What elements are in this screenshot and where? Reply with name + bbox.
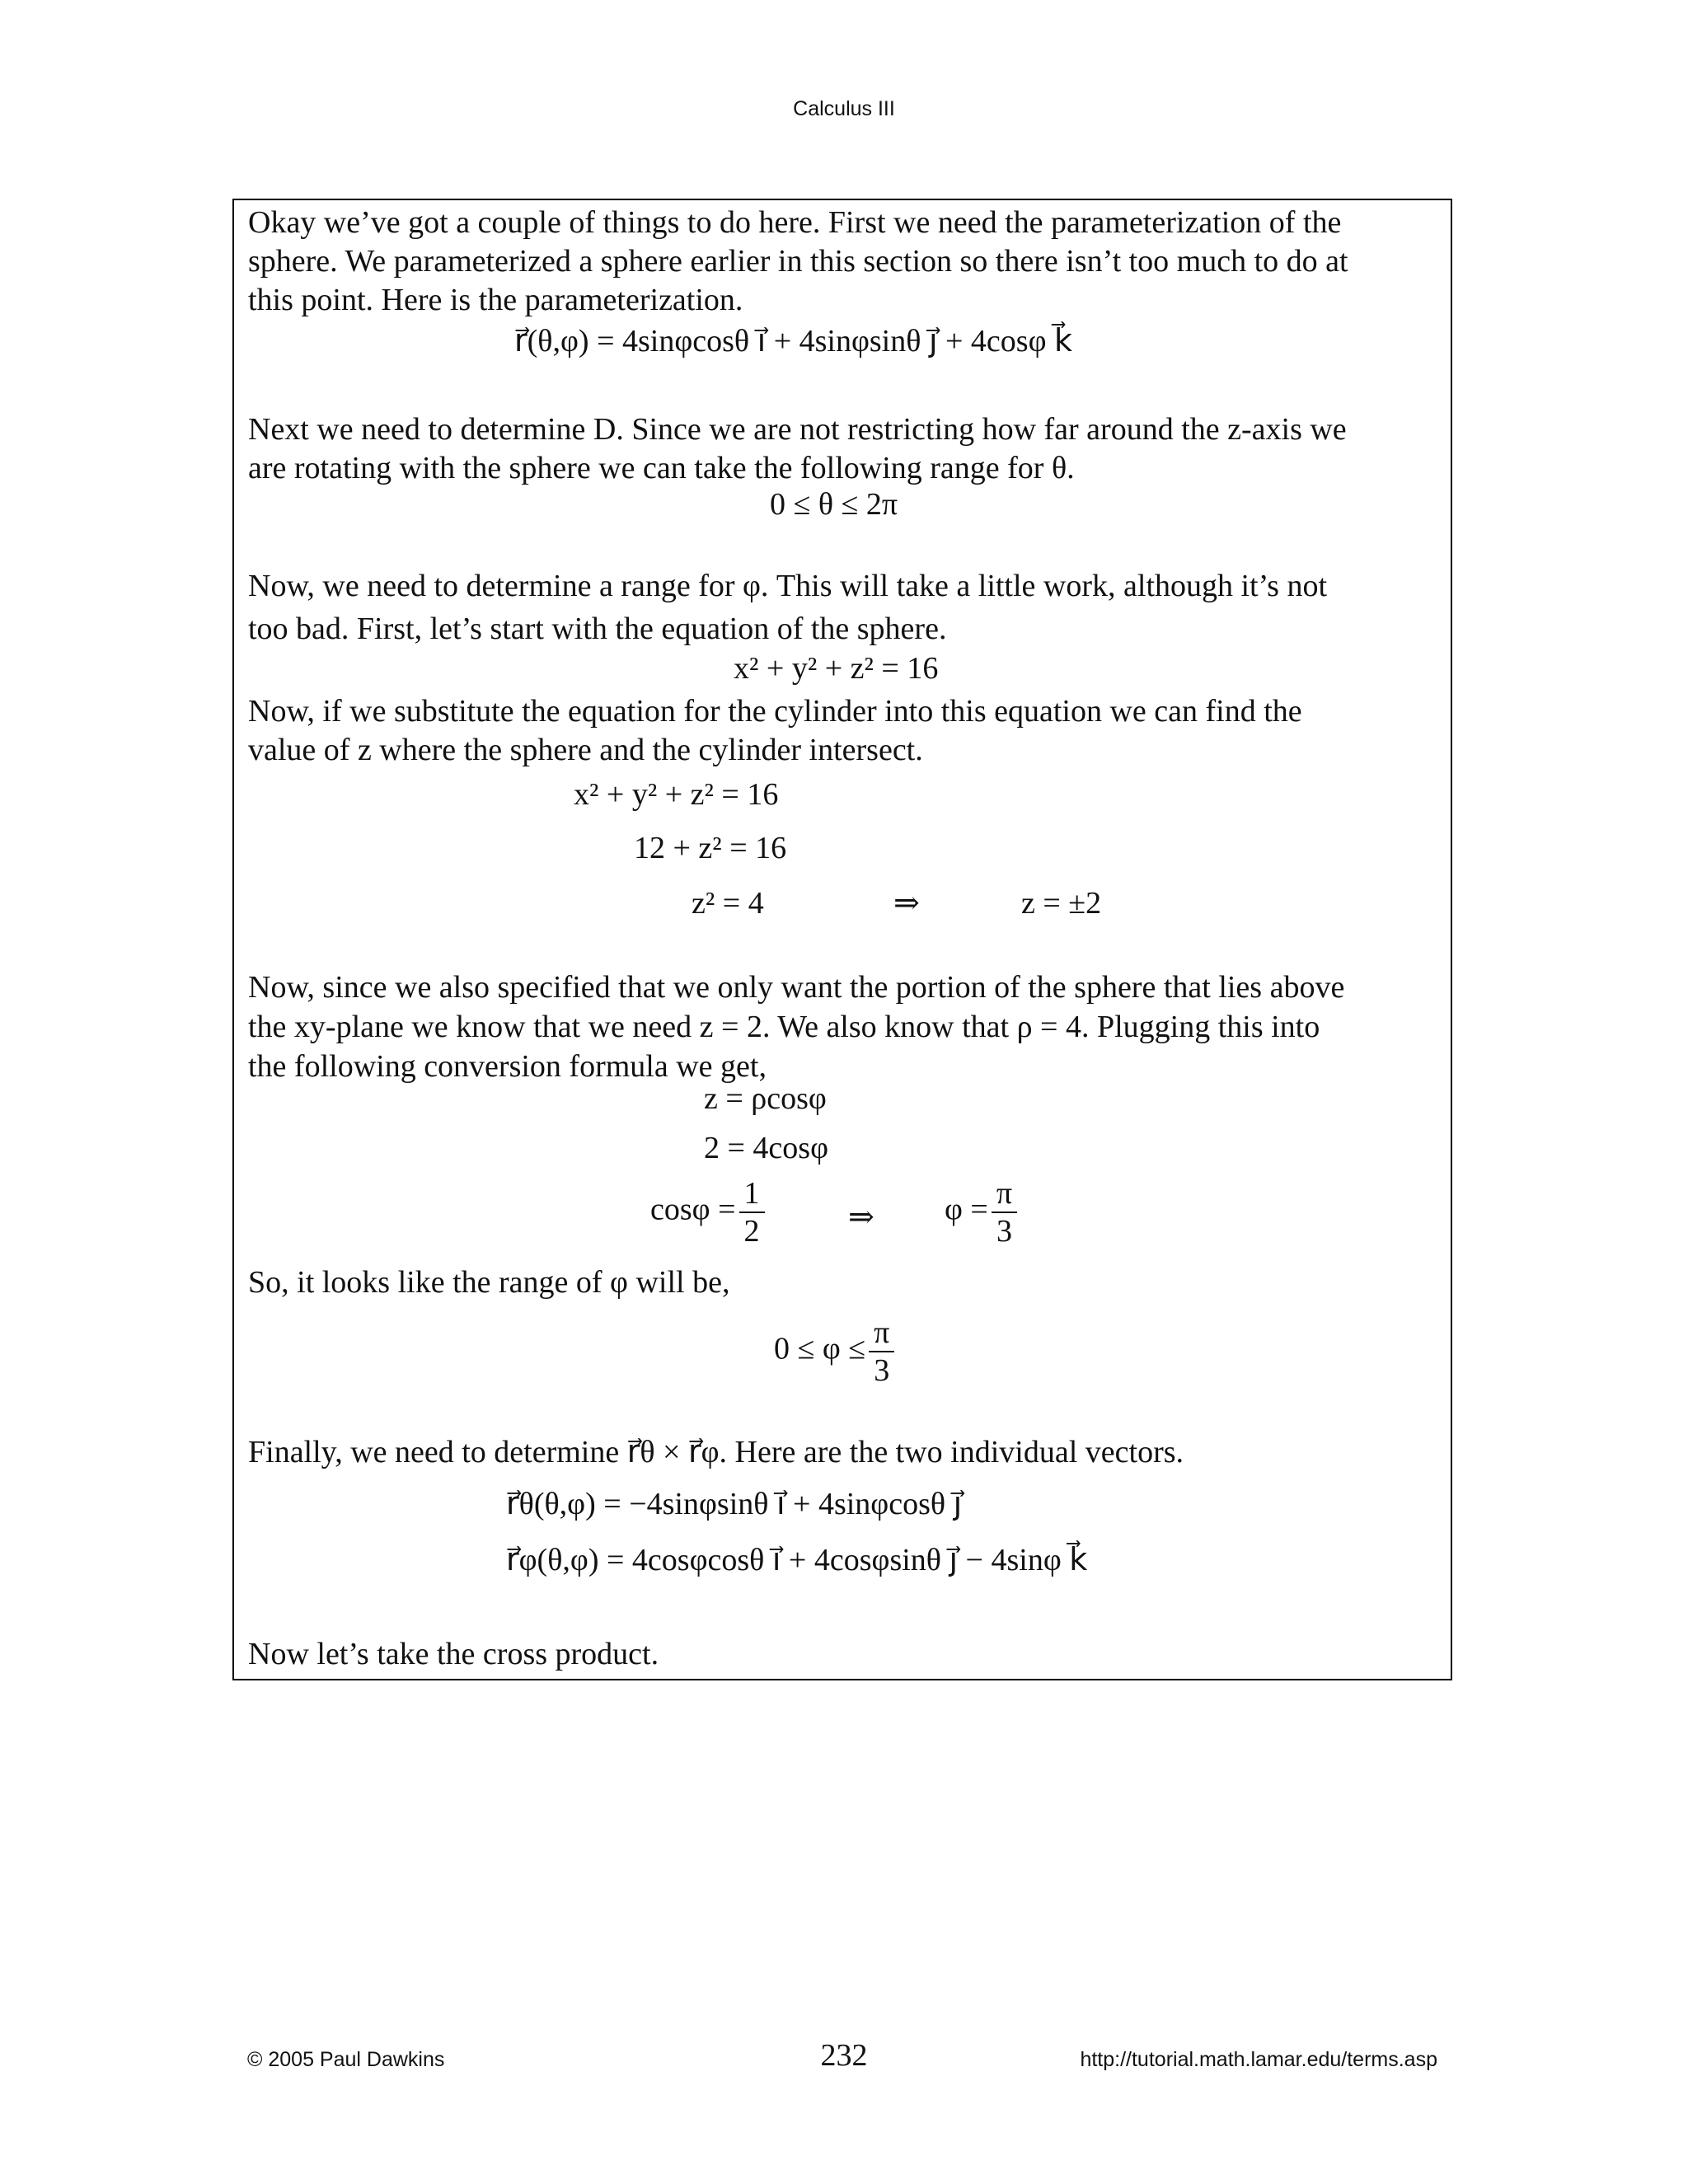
footer-copyright: © 2005 Paul Dawkins — [247, 2048, 445, 2071]
equation-parameterization: r⃗(θ,φ) = 4sinφcosθ i⃗ + 4sinφsinθ j⃗ + 4cosφ k⃗ — [514, 324, 1073, 359]
equation-phi-range — [774, 1315, 898, 1389]
equation-conversion-substituted: 2 = 4cosφ — [704, 1131, 829, 1165]
paragraph-parameterization-intro: Okay we’ve got a couple of things to do here. First we need the parameterization of the sphere. We parameterized a sphere earlier in this section so there isn’t too much to do at this point. Here is the parameterization. — [248, 205, 1348, 317]
paragraph-take-cross-product: Now let’s take the cross product. — [248, 1637, 659, 1671]
implies-symbol: ⇒ — [893, 886, 920, 921]
fraction-denominator: 3 — [874, 1353, 890, 1388]
equation-theta-range: 0 ≤ θ ≤ 2π — [770, 487, 898, 522]
fraction-one-half — [739, 1175, 765, 1249]
equation-r-phi: r⃗φ(θ,φ) = 4cosφcosθ i⃗ + 4cosφsinθ j⃗ − 4sinφ k⃗ — [506, 1543, 1088, 1577]
phi-lhs: φ = — [945, 1192, 988, 1227]
phi-range-lhs: 0 ≤ φ ≤ — [774, 1331, 866, 1366]
equation-sphere-repeat: x² + y² + z² = 16 — [574, 777, 779, 812]
running-header: Calculus III — [793, 97, 895, 120]
fraction-pi-over-three — [992, 1175, 1017, 1249]
example-solution-box — [232, 199, 1452, 1680]
paragraph-phi-range: So, it looks like the range of φ will be, — [248, 1265, 730, 1300]
fraction-denominator: 3 — [996, 1214, 1012, 1249]
equation-sphere: x² + y² + z² = 16 — [734, 651, 939, 686]
fraction-numerator: 1 — [739, 1175, 765, 1213]
paragraph-conversion: Now, since we also specified that we only want the portion of the sphere that lies above the xy-plane we know that we need z = 2. We also know that ρ = 4. Plugging this into the following conversion formula we get, — [248, 970, 1345, 1084]
equation-phi-value — [945, 1175, 1020, 1249]
fraction-pi-over-three-2 — [869, 1315, 894, 1389]
equation-z-value: z = ±2 — [1021, 886, 1102, 921]
implies-symbol-2: ⇒ — [848, 1200, 874, 1235]
fraction-numerator: π — [992, 1175, 1017, 1213]
paragraph-determine-d: Next we need to determine D. Since we are not restricting how far around the z-axis we are rotating with the sphere we can take the following range for θ. — [248, 412, 1347, 485]
paragraph-phi-range-intro: Now, we need to determine a range for φ. This will take a little work, although it’s not too bad. First, let’s start with the equation of the sphere. — [248, 569, 1328, 646]
fraction-numerator: π — [869, 1315, 894, 1352]
equation-z-squared: z² = 4 — [692, 886, 764, 921]
footer-url: http://tutorial.math.lamar.edu/terms.asp — [1080, 2048, 1437, 2071]
fraction-denominator: 2 — [743, 1214, 760, 1249]
page-number: 232 — [820, 2038, 868, 2073]
paragraph-substitute-cylinder: Now, if we substitute the equation for the cylinder into this equation we can find the value of z where the sphere and the cylinder intersect. — [248, 694, 1302, 767]
equation-r-theta: r⃗θ(θ,φ) = −4sinφsinθ i⃗ + 4sinφcosθ j⃗ — [506, 1487, 963, 1521]
paragraph-cross-product-intro: Finally, we need to determine r⃗θ × r⃗φ. Here are the two individual vectors. — [248, 1435, 1184, 1469]
equation-cos-phi — [650, 1175, 768, 1249]
cos-phi-lhs: cosφ = — [650, 1192, 736, 1227]
equation-conversion-formula: z = ρcosφ — [704, 1081, 827, 1116]
equation-substituted: 12 + z² = 16 — [634, 831, 787, 865]
